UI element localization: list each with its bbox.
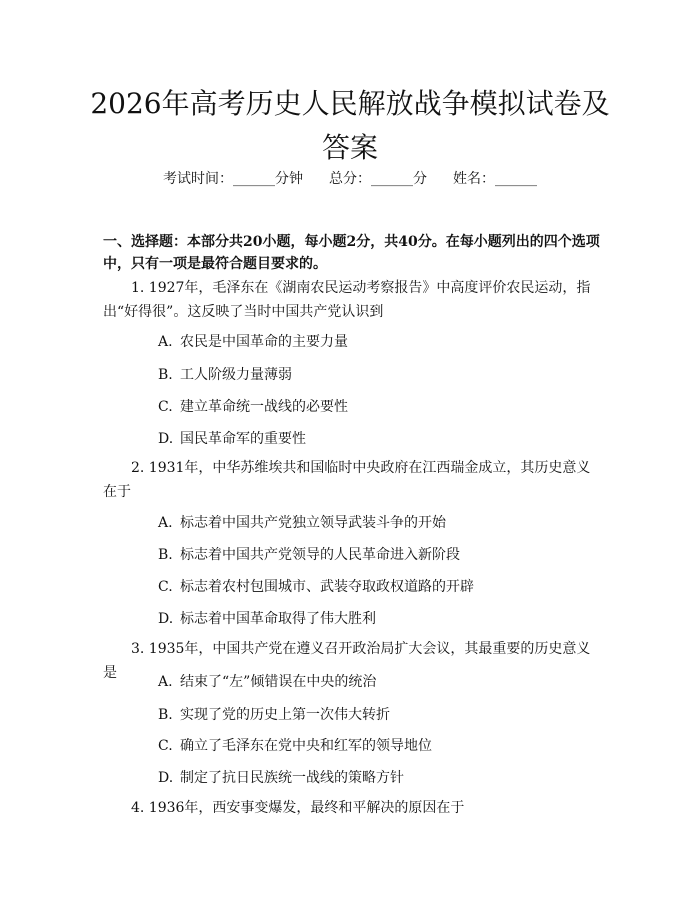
question-1-option-d [158, 430, 598, 448]
option-text: 工人阶级力量薄弱 [180, 367, 292, 383]
option-letter: D. [158, 770, 174, 786]
section-heading: 一、选择题：本部分共20小题，每小题2分，共40分。在每小题列出的四个选项中，只有一项是最符合题目要求的。 [103, 234, 600, 272]
question-3-stem: 3. 1935年，中国共产党在遵义召开政治局扩大会议，其最重要的历史意义是 [103, 641, 591, 681]
option-text: 制定了抗日民族统一战线的策略方针 [180, 770, 404, 786]
option-letter: C. [158, 579, 173, 595]
page-title: 2026年高考历史人民解放战争模拟试卷及答案 [90, 87, 610, 164]
option-letter: D. [158, 431, 174, 447]
option-text: 农民是中国革命的主要力量 [180, 334, 348, 350]
option-text: 标志着中国革命取得了伟大胜利 [180, 611, 376, 627]
question-1-stem: 1. 1927年，毛泽东在《湖南农民运动考察报告》中高度评价农民运动，指出“好得很”。这反映了当时中国共产党认识到 [103, 280, 591, 320]
question-2-option-b [158, 546, 598, 564]
question-1-option-a [158, 333, 598, 351]
question-2-stem: 2. 1931年，中华苏维埃共和国临时中央政府在江西瑞金成立，其历史意义在于 [103, 460, 591, 500]
question-1-option-b [158, 366, 598, 384]
question-2-option-a [158, 514, 598, 532]
exam-time-field: 考试时间：______分钟 [163, 171, 303, 187]
option-text: 标志着中国共产党领导的人民革命进入新阶段 [180, 547, 460, 563]
question-3-option-a [158, 673, 598, 691]
option-text: 标志着农村包围城市、武装夺取政权道路的开辟 [180, 579, 474, 595]
option-text: 结束了“左”倾错误在中央的统治 [180, 674, 377, 690]
option-text: 确立了毛泽东在党中央和红军的领导地位 [180, 738, 432, 754]
option-letter: B. [158, 547, 173, 563]
option-letter: A. [158, 674, 173, 690]
option-letter: B. [158, 367, 173, 383]
option-text: 标志着中国共产党独立领导武装斗争的开始 [180, 515, 446, 531]
question-3-option-b [158, 706, 598, 724]
question-4-stem: 4. 1936年，西安事变爆发，最终和平解决的原因在于 [131, 800, 465, 816]
option-text: 实现了党的历史上第一次伟大转折 [180, 707, 390, 723]
option-letter: C. [158, 738, 173, 754]
exam-meta [0, 170, 700, 188]
option-letter: C. [158, 399, 173, 415]
question-2-option-c [158, 578, 598, 596]
option-letter: B. [158, 707, 173, 723]
question-3-option-d [158, 769, 598, 787]
option-letter: A. [158, 334, 173, 350]
option-text: 建立革命统一战线的必要性 [180, 399, 348, 415]
option-letter: A. [158, 515, 173, 531]
student-name-field: 姓名：______ [453, 171, 537, 187]
total-score-field: 总分：______分 [329, 171, 427, 187]
question-2-option-d [158, 610, 598, 628]
option-text: 国民革命军的重要性 [180, 431, 306, 447]
question-3-option-c [158, 737, 598, 755]
question-1-option-c [158, 398, 598, 416]
option-letter: D. [158, 611, 174, 627]
